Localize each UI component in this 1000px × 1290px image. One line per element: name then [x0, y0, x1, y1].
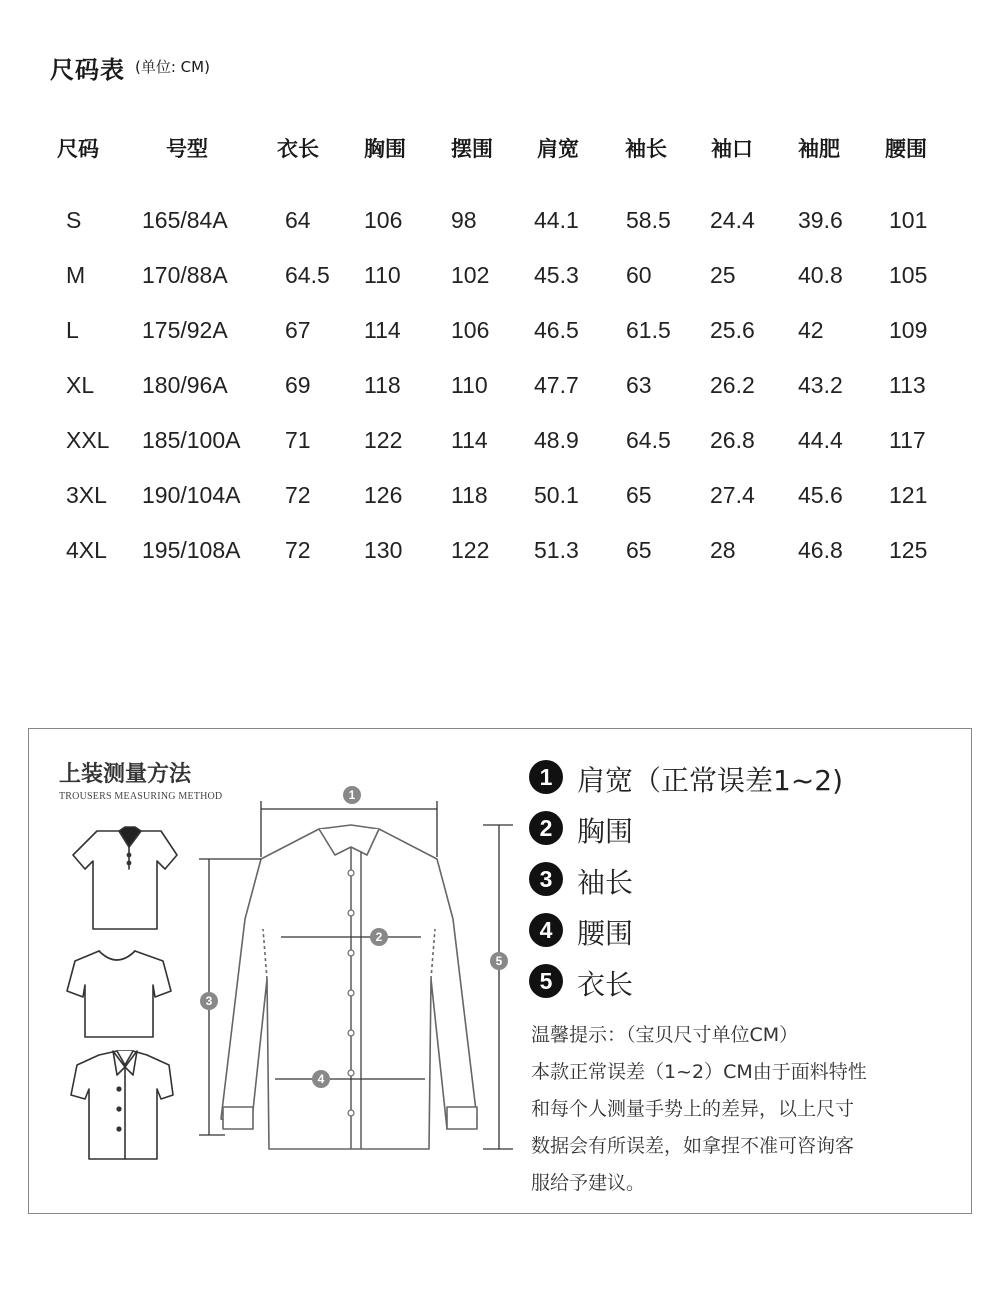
table-cell: 126	[364, 482, 403, 508]
table-cell: 71	[285, 427, 311, 453]
marker-2	[370, 928, 388, 946]
table-cell: 110	[364, 262, 401, 288]
table-row	[0, 427, 1000, 467]
unit-label: (单位: CM)	[135, 58, 210, 76]
table-cell: 130	[364, 537, 403, 563]
table-cell: 170/88A	[142, 262, 228, 288]
marker-4	[312, 1070, 330, 1088]
table-cell: 195/108A	[142, 537, 241, 563]
table-cell: 165/84A	[142, 207, 228, 233]
table-cell: M	[66, 262, 86, 288]
column-header: 袖肥	[798, 137, 840, 161]
t-shirt-icon	[67, 951, 171, 1037]
note-line: 和每个人测量手势上的差异，以上尺寸	[531, 1098, 855, 1120]
measuring-method-panel	[28, 728, 972, 1214]
table-cell: 175/92A	[142, 317, 228, 343]
table-cell: 118	[364, 372, 401, 398]
page-title: 尺码表	[50, 56, 125, 84]
table-row	[0, 372, 1000, 412]
column-header: 腰围	[885, 137, 927, 161]
table-cell: 26.2	[710, 372, 755, 398]
table-cell: 113	[889, 372, 926, 398]
svg-text:4: 4	[317, 1072, 325, 1086]
table-cell: 48.9	[534, 427, 579, 453]
note-line: 温馨提示：（宝贝尺寸单位CM）	[531, 1024, 799, 1046]
table-cell: 180/96A	[142, 372, 228, 398]
table-cell: 118	[451, 482, 488, 508]
column-header: 袖长	[625, 137, 667, 161]
svg-text:1: 1	[348, 788, 356, 802]
number-badge-icon: 4	[529, 913, 563, 947]
table-cell: XXL	[66, 427, 110, 453]
table-cell: 51.3	[534, 537, 579, 563]
number-badge-icon: 2	[529, 811, 563, 845]
table-cell: 117	[889, 427, 926, 453]
table-cell: 45.6	[798, 482, 843, 508]
svg-text:2: 2	[375, 930, 383, 944]
table-row	[0, 317, 1000, 357]
marker-3	[200, 992, 218, 1010]
table-cell: 28	[710, 537, 736, 563]
column-header: 袖口	[711, 137, 753, 161]
table-cell: 106	[451, 317, 490, 343]
table-cell: 4XL	[66, 537, 107, 563]
table-cell: 69	[285, 372, 311, 398]
panel-subtitle: TROUSERS MEASURING METHOD	[59, 791, 223, 802]
table-cell: 65	[626, 537, 652, 563]
table-cell: 105	[889, 262, 928, 288]
column-header: 衣长	[277, 137, 319, 161]
casual-shirt-icon	[71, 1051, 173, 1159]
table-cell: 26.8	[710, 427, 755, 453]
table-cell: 50.1	[534, 482, 579, 508]
note-line: 服给予建议。	[531, 1172, 646, 1194]
svg-text:3: 3	[205, 994, 213, 1008]
column-header: 摆围	[451, 137, 493, 161]
legend-label: 肩宽（正常误差1~2)	[577, 764, 844, 797]
table-cell: 39.6	[798, 207, 843, 233]
polo-shirt-icon	[73, 827, 177, 929]
table-cell: 40.8	[798, 262, 843, 288]
note-line: 本款正常误差（1~2）CM由于面料特性	[531, 1061, 867, 1083]
table-row	[0, 207, 1000, 247]
table-cell: 64.5	[285, 262, 330, 288]
table-cell: XL	[66, 372, 95, 398]
number-badge-icon: 3	[529, 862, 563, 896]
number-badge-icon: 5	[529, 964, 563, 998]
table-cell: 43.2	[798, 372, 843, 398]
legend-label: 胸围	[577, 815, 634, 848]
table-cell: 98	[451, 207, 477, 233]
table-cell: 72	[285, 537, 311, 563]
table-cell: L	[66, 317, 79, 343]
table-cell: 122	[364, 427, 403, 453]
tips-note	[531, 1017, 931, 1202]
table-cell: 25.6	[710, 317, 755, 343]
table-cell: 44.1	[534, 207, 579, 233]
table-cell: 125	[889, 537, 928, 563]
table-cell: 67	[285, 317, 311, 343]
table-cell: 60	[626, 262, 652, 288]
table-cell: 114	[451, 427, 488, 453]
table-cell: 46.8	[798, 537, 843, 563]
table-cell: 121	[889, 482, 928, 508]
table-cell: 101	[889, 207, 928, 233]
column-header: 号型	[166, 137, 208, 161]
table-cell: 61.5	[626, 317, 671, 343]
table-cell: 63	[626, 372, 652, 398]
table-cell: 65	[626, 482, 652, 508]
table-cell: 114	[364, 317, 401, 343]
table-cell: 122	[451, 537, 490, 563]
panel-title: 上装测量方法	[59, 762, 192, 787]
table-cell: 45.3	[534, 262, 579, 288]
table-cell: 109	[889, 317, 928, 343]
table-cell: 185/100A	[142, 427, 241, 453]
column-header: 胸围	[364, 137, 406, 161]
table-cell: 72	[285, 482, 311, 508]
svg-text:5: 5	[495, 954, 503, 968]
table-cell: 190/104A	[142, 482, 241, 508]
table-cell: 106	[364, 207, 403, 233]
table-cell: 42	[798, 317, 824, 343]
table-cell: S	[66, 207, 82, 233]
legend-label: 袖长	[577, 866, 634, 899]
column-header: 肩宽	[537, 137, 579, 161]
number-badge-icon: 1	[529, 760, 563, 794]
column-header: 尺码	[57, 137, 99, 161]
marker-1	[343, 786, 361, 804]
table-cell: 46.5	[534, 317, 579, 343]
table-cell: 64	[285, 207, 311, 233]
table-cell: 44.4	[798, 427, 843, 453]
table-cell: 102	[451, 262, 490, 288]
table-cell: 58.5	[626, 207, 671, 233]
legend-label: 腰围	[577, 917, 634, 950]
legend-label: 衣长	[577, 968, 634, 1001]
table-cell: 24.4	[710, 207, 755, 233]
table-cell: 64.5	[626, 427, 671, 453]
table-cell: 110	[451, 372, 488, 398]
table-cell: 3XL	[66, 482, 107, 508]
note-line: 数据会有所误差，如拿捏不准可咨询客	[531, 1135, 855, 1157]
table-cell: 47.7	[534, 372, 579, 398]
table-row	[0, 262, 1000, 302]
table-cell: 27.4	[710, 482, 755, 508]
table-row	[0, 482, 1000, 522]
table-cell: 25	[710, 262, 736, 288]
table-row	[0, 537, 1000, 577]
marker-5	[490, 952, 508, 970]
